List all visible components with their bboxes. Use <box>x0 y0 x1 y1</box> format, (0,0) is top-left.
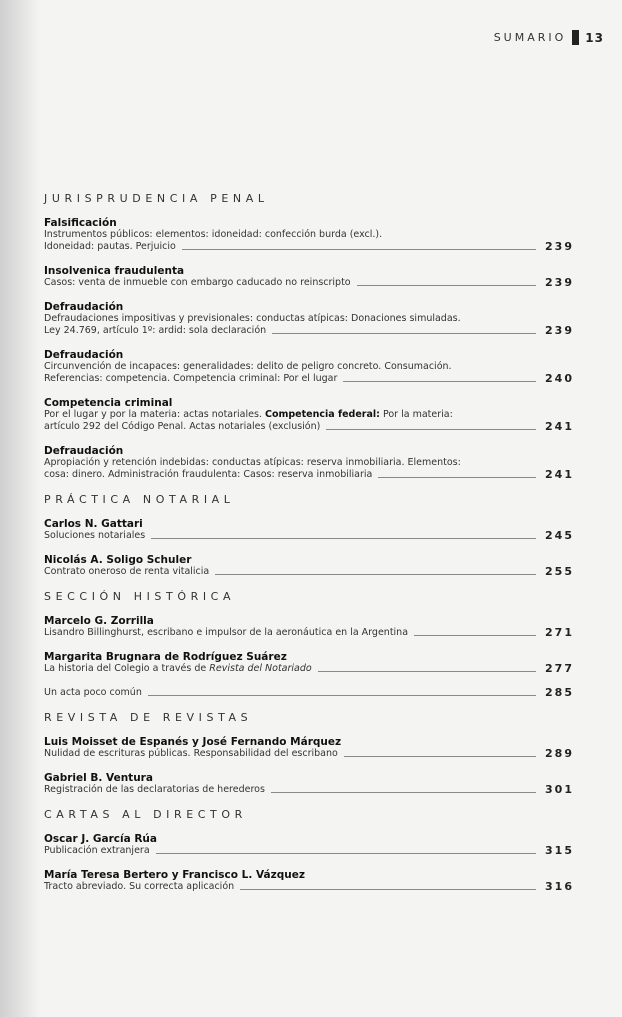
entry-description: Casos: venta de inmueble con embargo caducado no reinscripto <box>44 277 351 288</box>
running-header <box>494 30 604 45</box>
entry-page-number: 245 <box>545 529 574 542</box>
dot-leader <box>343 381 536 382</box>
entry-heading: Competencia criminal <box>44 397 173 409</box>
toc-entry[interactable] <box>44 397 574 433</box>
entry-title-italic: Revista del Notariado <box>209 663 312 674</box>
page-number: 13 <box>585 30 604 45</box>
entry-title: Contrato oneroso de renta vitalicia <box>44 566 210 577</box>
dot-leader <box>344 756 536 757</box>
entry-description: Instrumentos públicos: elementos: idoneidad: confección burda (excl.). <box>44 229 383 240</box>
dot-leader <box>414 635 536 636</box>
header-label: SUMARIO <box>493 31 567 44</box>
entry-author: Margarita Brugnara de Rodríguez Suárez <box>44 651 287 663</box>
entry-description: Defraudaciones impositivas y previsionales: conductas atípicas: Donaciones simuladas. <box>44 313 461 324</box>
entry-description: Ley 24.769, artículo 1º: ardid: sola declaración <box>44 325 267 336</box>
entry-page-number: 289 <box>545 747 574 760</box>
entry-page-number: 241 <box>545 420 574 433</box>
entry-page-number: 315 <box>545 844 574 857</box>
dot-leader <box>318 671 536 672</box>
section-title: REVISTA DE REVISTAS <box>44 711 253 724</box>
entry-heading: Defraudación <box>44 349 124 361</box>
entry-page-number: 240 <box>545 372 574 385</box>
toc-entry[interactable] <box>44 217 574 253</box>
entry-heading: Insolvenica fraudulenta <box>44 265 185 277</box>
entry-page-number: 239 <box>545 240 574 253</box>
toc-entry[interactable] <box>44 445 574 481</box>
entry-title: Lisandro Billinghurst, escribano e impulsor de la aeronáutica en la Argentina <box>44 627 409 638</box>
toc-entry[interactable] <box>44 833 574 857</box>
entry-author: Carlos N. Gattari <box>44 518 143 530</box>
toc-entry[interactable] <box>44 349 574 385</box>
entry-title: Un acta poco común <box>44 687 142 698</box>
section-cartas-al-director <box>44 808 574 893</box>
dot-leader <box>378 477 536 478</box>
toc-entry[interactable] <box>44 518 574 542</box>
dot-leader <box>326 429 536 430</box>
entry-author: Marcelo G. Zorrilla <box>44 615 154 627</box>
entry-title: Registración de las declaratorias de herederos <box>44 784 265 795</box>
section-seccion-historica <box>44 590 574 699</box>
entry-title: Tracto abreviado. Su correcta aplicación <box>44 881 235 892</box>
dot-leader <box>271 792 536 793</box>
toc-entry[interactable] <box>44 265 574 289</box>
entry-page-number: 271 <box>545 626 574 639</box>
header-bar <box>572 30 579 45</box>
section-title: JURISPRUDENCIA PENAL <box>44 192 269 205</box>
section-revista-de-revistas <box>44 711 574 796</box>
dot-leader <box>272 333 536 334</box>
entry-description: Referencias: competencia. Competencia criminal: Por el lugar <box>44 373 338 384</box>
section-title: PRÁCTICA NOTARIAL <box>44 493 235 506</box>
entry-author: María Teresa Bertero y Francisco L. Vázquez <box>44 869 305 881</box>
entry-emphasis: Competencia federal: <box>264 409 380 420</box>
toc-entry[interactable] <box>44 687 574 699</box>
entry-page-number: 301 <box>545 783 574 796</box>
section-title: CARTAS AL DIRECTOR <box>44 808 247 821</box>
entry-author: Oscar J. García Rúa <box>44 833 157 845</box>
entry-author: Luis Moisset de Espanés y José Fernando Márquez <box>44 736 342 748</box>
dot-leader <box>240 889 536 890</box>
page-edge-shadow <box>0 0 40 1017</box>
dot-leader <box>148 695 536 696</box>
entry-heading: Defraudación <box>44 445 124 457</box>
entry-description: Idoneidad: pautas. Perjuicio <box>44 241 176 252</box>
entry-description: Por el lugar y por la materia: actas notariales. <box>44 409 262 420</box>
entry-heading: Falsificación <box>44 217 117 229</box>
toc-entry[interactable] <box>44 869 574 893</box>
entry-page-number: 316 <box>545 880 574 893</box>
toc-entry[interactable] <box>44 615 574 639</box>
entry-page-number: 239 <box>545 276 574 289</box>
entry-heading: Defraudación <box>44 301 124 313</box>
section-jurisprudencia-penal <box>44 192 574 481</box>
toc-entry[interactable] <box>44 301 574 337</box>
entry-description: Apropiación y retención indebidas: conductas atípicas: reserva inmobiliaria. Elementos: <box>44 457 461 468</box>
dot-leader <box>357 285 536 286</box>
entry-description: Por la materia: <box>382 409 453 420</box>
entry-description: cosa: dinero. Administración fraudulenta: Casos: reserva inmobiliaria <box>44 469 373 480</box>
toc-entry[interactable] <box>44 651 574 675</box>
entry-description: Circunvención de incapaces: generalidades: delito de peligro concreto. Consumación. <box>44 361 452 372</box>
entry-author: Gabriel B. Ventura <box>44 772 153 784</box>
toc-entry[interactable] <box>44 772 574 796</box>
toc-entry[interactable] <box>44 736 574 760</box>
toc-entry[interactable] <box>44 554 574 578</box>
entry-title: Publicación extranjera <box>44 845 150 856</box>
entry-title: La historia del Colegio a través de <box>44 663 207 674</box>
entry-description: artículo 292 del Código Penal. Actas notariales (exclusión) <box>44 421 321 432</box>
entry-title: Soluciones notariales <box>44 530 146 541</box>
dot-leader <box>151 538 536 539</box>
entry-page-number: 241 <box>545 468 574 481</box>
section-title: SECCIÓN HISTÓRICA <box>44 590 236 603</box>
table-of-contents <box>44 192 574 905</box>
entry-page-number: 277 <box>545 662 574 675</box>
entry-page-number: 255 <box>545 565 574 578</box>
dot-leader <box>182 249 536 250</box>
entry-page-number: 239 <box>545 324 574 337</box>
dot-leader <box>215 574 536 575</box>
entry-author: Nicolás A. Soligo Schuler <box>44 554 192 566</box>
entry-page-number: 285 <box>545 686 574 699</box>
entry-title: Nulidad de escrituras públicas. Responsabilidad del escribano <box>44 748 338 759</box>
dot-leader <box>156 853 536 854</box>
section-practica-notarial <box>44 493 574 578</box>
